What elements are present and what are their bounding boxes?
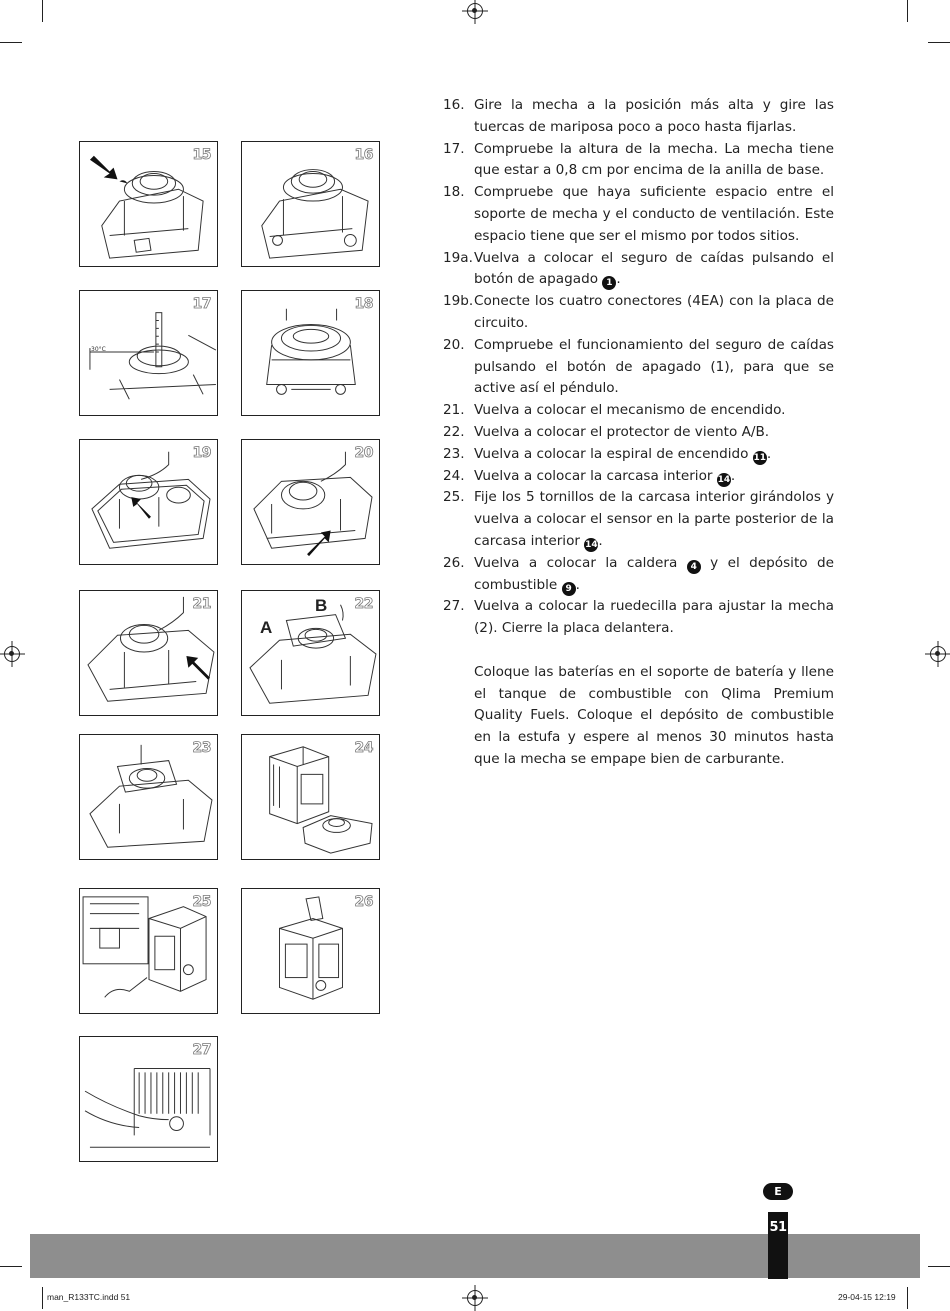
figure-number: 20 bbox=[354, 445, 373, 461]
instruction-list bbox=[443, 95, 834, 771]
figure-17 bbox=[79, 290, 218, 416]
step-text: Vuelva a colocar la espiral de encendido 11. bbox=[474, 445, 772, 463]
crop-mark bbox=[907, 1287, 908, 1309]
step-number: 18. bbox=[443, 184, 465, 201]
label-b: B bbox=[315, 596, 328, 615]
step-26 bbox=[443, 553, 834, 597]
figure-number: 26 bbox=[354, 894, 373, 910]
registration-mark-icon bbox=[467, 3, 483, 19]
figure-number: 25 bbox=[192, 894, 211, 910]
crop-mark bbox=[0, 42, 22, 43]
crop-mark bbox=[928, 42, 950, 43]
wind-protector-illustration bbox=[242, 591, 379, 715]
step-number: 19a. bbox=[443, 249, 473, 266]
wick-assembly-illustration bbox=[242, 142, 379, 266]
registration-mark-icon bbox=[467, 1290, 483, 1306]
language-badge: E bbox=[763, 1183, 793, 1200]
step-number: 23. bbox=[443, 445, 465, 462]
step-text: Fije los 5 tornillos de la carcasa interior girándolos y vuelva a colocar el sensor en la parte posterior de la carcasa interior 14. bbox=[474, 489, 834, 550]
figure-16 bbox=[241, 141, 380, 267]
step-text: Compruebe la altura de la mecha. La mecha tiene que estar a 0,8 cm por encima de la anilla de base. bbox=[474, 140, 834, 179]
angle-label: 30°C bbox=[91, 346, 106, 353]
part-number-badge: 4 bbox=[687, 560, 701, 574]
crop-mark bbox=[907, 0, 908, 22]
step-number: 21. bbox=[443, 402, 465, 419]
boiler-tank-illustration bbox=[242, 889, 379, 1013]
step-text: Vuelva a colocar el protector de viento A/B. bbox=[474, 423, 770, 440]
registration-mark-icon bbox=[4, 646, 20, 662]
ignition-coil-illustration bbox=[80, 735, 217, 859]
step-text: Compruebe que haya suficiente espacio entre el soporte de mecha y el conducto de ventilación. Este espacio tiene que ser el mismo por todos sitios. bbox=[474, 184, 834, 244]
step-24 bbox=[443, 466, 834, 488]
part-number-badge: 1 bbox=[602, 276, 616, 290]
wick-knob-illustration bbox=[80, 1037, 217, 1161]
step-19b bbox=[443, 291, 834, 335]
figure-23 bbox=[79, 734, 218, 860]
figure-20 bbox=[241, 439, 380, 565]
step-number: 27. bbox=[443, 598, 465, 615]
step-text: Gire la mecha a la posición más alta y gire las tuercas de mariposa poco a poco hasta fijarlas. bbox=[474, 97, 834, 135]
step-19a bbox=[443, 248, 834, 292]
part-number-badge: 14 bbox=[585, 539, 598, 550]
figure-21 bbox=[79, 590, 218, 716]
figure-number: 18 bbox=[354, 296, 373, 312]
step-number: 26. bbox=[443, 554, 465, 571]
crop-mark bbox=[42, 0, 43, 22]
inner-housing-illustration bbox=[242, 735, 379, 859]
figure-number: 15 bbox=[192, 147, 211, 163]
step-text: Vuelva a colocar la ruedecilla para ajustar la mecha (2). Cierre la placa delantera. bbox=[474, 598, 834, 637]
step-number: 20. bbox=[443, 336, 465, 353]
figure-18 bbox=[241, 290, 380, 416]
page-number: 51 bbox=[768, 1212, 788, 1279]
slug-date: 29-04-15 12:19 bbox=[838, 1292, 896, 1302]
step-number: 24. bbox=[443, 467, 465, 484]
slug-file: man_R133TC.indd 51 bbox=[47, 1292, 131, 1302]
step-27 bbox=[443, 596, 834, 640]
step-17 bbox=[443, 139, 834, 183]
step-16 bbox=[443, 95, 834, 139]
fall-safety-illustration bbox=[80, 440, 217, 564]
ventilation-clearance-illustration bbox=[242, 291, 379, 415]
step-text: Vuelva a colocar el seguro de caídas pulsando el botón de apagado 1 . bbox=[474, 249, 834, 289]
part-number-badge: 9 bbox=[562, 582, 576, 596]
step-number: 17. bbox=[443, 140, 465, 157]
figure-15 bbox=[79, 141, 218, 267]
step-21 bbox=[443, 400, 834, 422]
step-18 bbox=[443, 182, 834, 247]
ignition-mechanism-illustration bbox=[80, 591, 217, 715]
figure-number: 27 bbox=[192, 1042, 211, 1058]
figure-27 bbox=[79, 1036, 218, 1162]
wick-assembly-illustration bbox=[80, 142, 217, 266]
crop-mark bbox=[42, 1287, 43, 1309]
step-number: 19b. bbox=[443, 293, 474, 310]
figure-number: 17 bbox=[192, 296, 211, 312]
wick-height-illustration bbox=[80, 291, 217, 415]
crop-mark bbox=[0, 1266, 22, 1267]
figure-number: 19 bbox=[192, 445, 211, 461]
step-number: 22. bbox=[443, 423, 465, 440]
step-23 bbox=[443, 444, 834, 466]
label-a: A bbox=[260, 618, 273, 637]
step-number: 16. bbox=[443, 97, 465, 113]
step-text: Vuelva a colocar el mecanismo de encendido. bbox=[474, 402, 786, 419]
step-text: Vuelva a colocar la caldera 4 y el depósito de combustible 9 . bbox=[474, 554, 834, 594]
registration-mark-icon bbox=[930, 646, 946, 662]
connector-illustration bbox=[242, 440, 379, 564]
figure-number: 21 bbox=[192, 596, 211, 612]
step-text: Compruebe el funcionamiento del seguro de caídas pulsando el botón de apagado (1), para que se active así el péndulo. bbox=[474, 336, 834, 397]
step-text: Vuelva a colocar la carcasa interior 14. bbox=[474, 467, 736, 485]
figure-19 bbox=[79, 439, 218, 565]
step-text: Conecte los cuatro conectores (4EA) con la placa de circuito. bbox=[474, 293, 834, 331]
closing-paragraph: Coloque las baterías en el soporte de batería y llene el tanque de combustible con Qlima Premium Quality Fuels. Coloque el depósito de combustible en la estufa y espere al menos 30 minutos hasta que la mecha se empape bien de carburante. bbox=[474, 663, 834, 767]
part-number-badge: 14 bbox=[717, 474, 731, 485]
figure-number: 16 bbox=[354, 147, 373, 163]
figure-number: 22 bbox=[354, 596, 373, 612]
figure-26 bbox=[241, 888, 380, 1014]
part-number-badge: 11 bbox=[753, 452, 767, 463]
screws-illustration bbox=[80, 889, 217, 1013]
step-number: 25. bbox=[443, 489, 465, 506]
figure-25 bbox=[79, 888, 218, 1014]
crop-mark bbox=[928, 1266, 950, 1267]
figure-number: 24 bbox=[354, 740, 373, 756]
step-25 bbox=[443, 487, 834, 552]
figure-24 bbox=[241, 734, 380, 860]
step-20 bbox=[443, 335, 834, 400]
step-22 bbox=[443, 422, 834, 444]
figure-number: 23 bbox=[192, 740, 211, 756]
figure-22 bbox=[241, 590, 380, 716]
